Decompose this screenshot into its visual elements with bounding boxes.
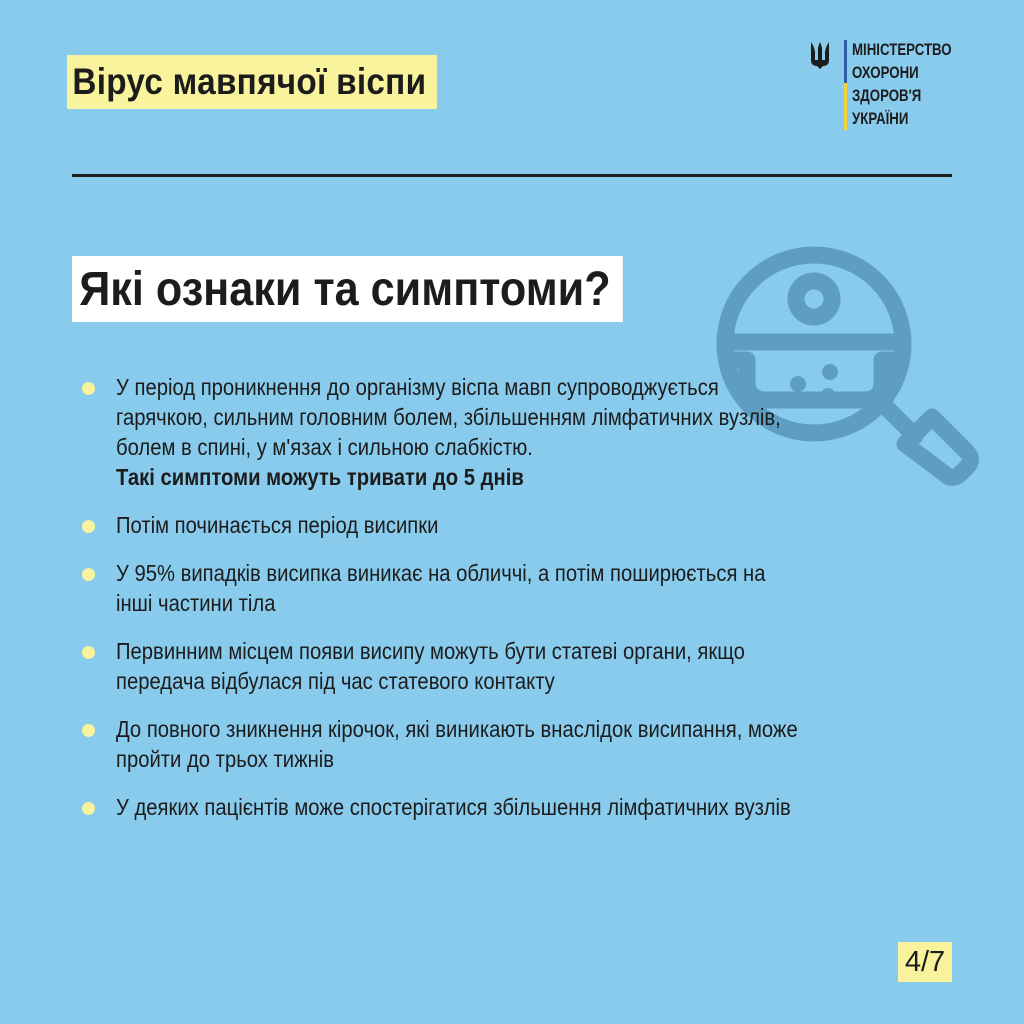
page-title: Вірус мавпячої віспи: [67, 55, 437, 109]
bullet-icon: [82, 646, 95, 659]
list-item: [80, 372, 800, 492]
list-item: [80, 558, 800, 618]
list-item: [80, 792, 800, 822]
trident-icon: [808, 40, 832, 70]
ministry-name-line: ОХОРОНИ: [852, 63, 919, 82]
bullet-icon: [82, 724, 95, 737]
ministry-name-line: МІНІСТЕРСТВО: [852, 40, 952, 59]
page-counter: 4/7: [898, 942, 952, 982]
ministry-name-line: ЗДОРОВ'Я: [852, 86, 922, 105]
bullet-icon: [82, 568, 95, 581]
logo-divider: [844, 40, 847, 130]
list-item-text: У деяких пацієнтів може спостерігатися збільшення лімфатичних вузлів: [116, 794, 791, 820]
list-item: [80, 714, 800, 774]
header-divider: [72, 174, 952, 177]
list-item-text: Первинним місцем появи висипу можуть бути статеві органи, якщо передача відбулася під час статевого контакту: [116, 638, 745, 694]
bullet-icon: [82, 520, 95, 533]
list-item: [80, 510, 800, 540]
list-item-body: У період проникнення до організму віспа мавп супроводжується гарячкою, сильним головним болем, збільшенням лімфатичних вузлів, болем в спині, у м'язах і сильною слабкістю.: [116, 374, 781, 460]
list-item: [80, 636, 800, 696]
bullet-icon: [82, 802, 95, 815]
list-item-text: У 95% випадків висипка виникає на обличчі, а потім поширюється на інші частини тіла: [116, 560, 766, 616]
symptom-list: [80, 372, 800, 840]
ministry-name: [852, 38, 952, 130]
ministry-logo: [808, 38, 978, 133]
list-item-text: [116, 372, 802, 492]
bullet-icon: [82, 382, 95, 395]
list-item-emphasis: Такі симптоми можуть тривати до 5 днів: [116, 464, 524, 490]
section-title: Які ознаки та симптоми?: [72, 256, 623, 322]
ministry-name-line: УКРАЇНИ: [852, 109, 909, 128]
list-item-text: Потім починається період висипки: [116, 512, 439, 538]
list-item-text: До повного зникнення кірочок, які виникають внаслідок висипання, може пройти до трьох тижнів: [116, 716, 798, 772]
